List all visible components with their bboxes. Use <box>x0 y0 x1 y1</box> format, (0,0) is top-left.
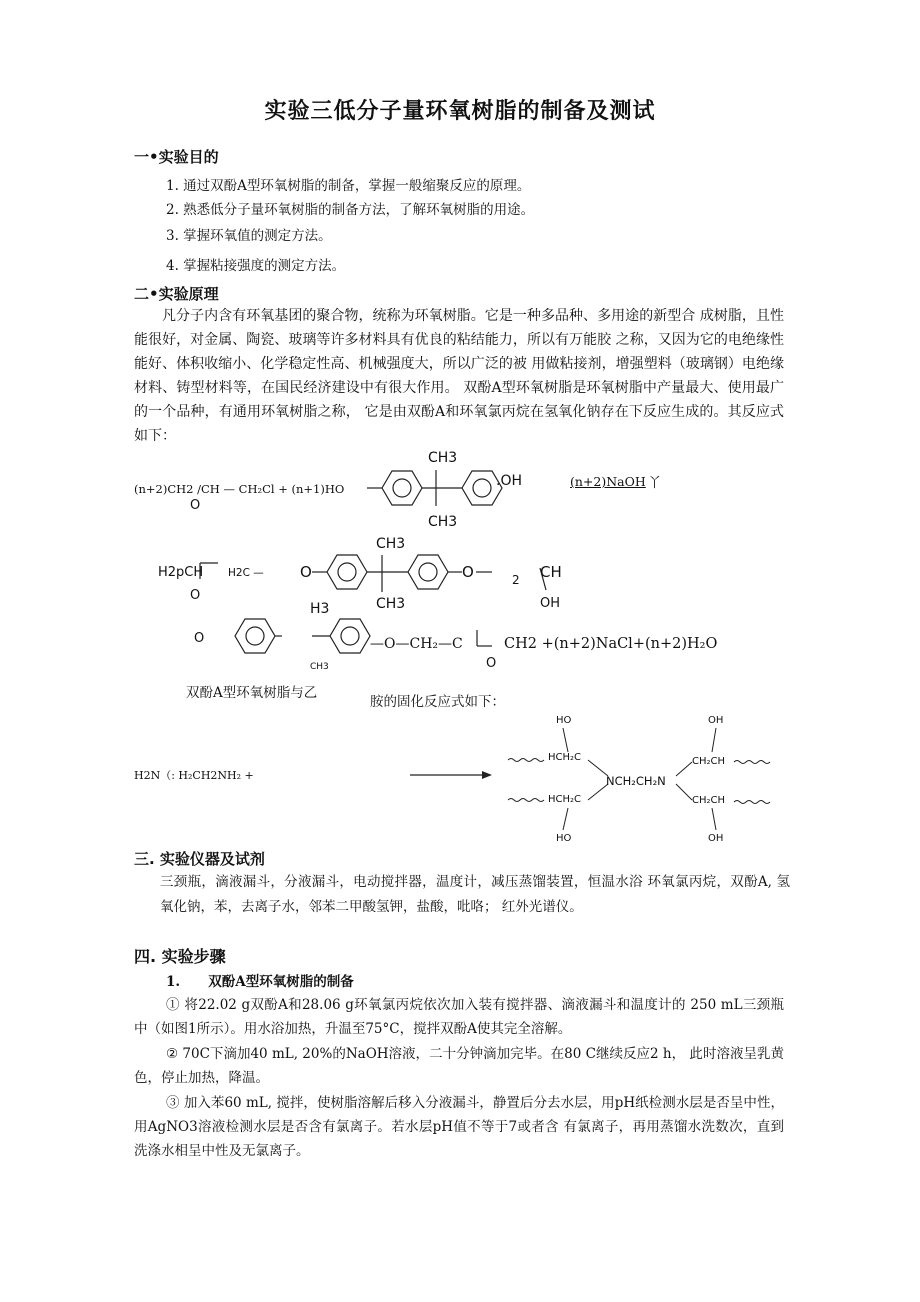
objective-item: 2. 熟悉低分子量环氧树脂的制备方法，了解环氧树脂的用途。 <box>166 202 535 218</box>
principle-paragraph: 凡分子内含有环氧基团的聚合物，统称为环氧树脂。它是一种多品种、多用途的新型合 成树脂，且性能很好，对金属、陶瓷、玻璃等许多材料具有优良的粘结能力，所以有万能胶 之称，又因为它的电绝缘性能好、体积收缩小、化学稳定性高、机械强度大，所以广泛的被 用做粘接剂，增强塑料（玻璃钢）电绝缘材料、铸型材料等，在国民经济建设中有很大作用。 双酚A型环氧树脂是环氧树脂中产量最大、使用最广的一个品种，有通用环氧树脂之称， 它是由双酚A和环氧氯丙烷在氢氧化钠存在下反应生成的。其反应式如下： <box>134 308 784 444</box>
product-methyl-top: CH3 <box>376 536 406 552</box>
row3-h3-label: H3 <box>310 601 330 617</box>
benzene-ring-inner <box>473 479 491 497</box>
product-h2c-label: H2C — <box>228 567 264 579</box>
curing-methylene-group: CH₂CH <box>692 756 726 767</box>
benzene-ring-inner <box>341 627 359 645</box>
curing-intro-right: 胺的固化反应式如下： <box>370 694 505 710</box>
row3-ether-chain: —O—CH₂—C <box>370 636 463 652</box>
curing-methylene-group: HCH₂C <box>548 752 582 763</box>
section-heading-objectives: 一•实验目的 <box>134 148 219 166</box>
procedure-step: ① 将22.02 g双酚A和28.06 g环氧氯丙烷依次加入装有搅拌器、滴液漏斗和温度计的 250 mL三颈瓶中（如图1所示）。用水浴加热，升温至75°C，搅拌双酚A使其完全溶解。 <box>134 997 784 1037</box>
curing-methylene-group: HCH₂C <box>548 794 582 805</box>
page-title: 实验三低分子量环氧树脂的制备及测试 <box>264 99 656 124</box>
curing-hydroxyl: OH <box>708 833 724 844</box>
arrow-mark: 丫 <box>648 476 662 491</box>
polymer-chain-wavy <box>508 799 544 802</box>
section-heading-procedure: 四. 实验步骤 <box>134 947 226 966</box>
naoh-reagent: (n+2)NaOH <box>570 474 646 489</box>
benzene-ring-inner <box>393 479 411 497</box>
product-epoxy-oxygen: O <box>190 588 201 603</box>
procedure-step: ③ 加入苯60 mL, 搅拌，使树脂溶解后移入分液漏斗，静置后分去水层，用pH纸检测水层是否呈中性，用AgNO3溶液检测水层是否含有氯离子。若水层pH值不等于7或者含 有氯离子，再用蒸馏水洗数次，直到洗涤水相呈中性及无氯离子。 <box>134 1095 784 1159</box>
product-methyl-bottom: CH3 <box>376 596 406 612</box>
procedure-subheading: 1. 双酚A型环氧树脂的制备 <box>166 974 354 990</box>
methyl-label-top: CH3 <box>428 450 458 466</box>
reactant-epichlorohydrin: (n+2)CH2 /CH — CH₂Cl + (n+1)HO <box>134 482 345 496</box>
benzene-ring-inner <box>338 563 356 581</box>
ethylenediamine-reactant: H2N（: H₂CH2NH₂ + <box>134 769 254 782</box>
procedure-step: ② 70C下滴加40 mL, 20%的NaOH溶液，二十分钟滴加完毕。在80 C继续反应2 h， 此时溶液呈乳黄色，停止加热，降温。 <box>134 1046 784 1086</box>
ether-oxygen-left: O <box>300 563 312 581</box>
row3-epoxy-oxygen: O <box>486 656 497 671</box>
benzene-ring-inner <box>419 563 437 581</box>
methine-label: CH <box>540 563 562 581</box>
curing-diamine-bridge: NCH₂CH₂N <box>606 774 666 788</box>
row3-oxygen: O <box>194 631 205 646</box>
curing-hydroxyl: OH <box>708 715 724 726</box>
repeat-count-label: 2 <box>512 573 520 587</box>
epoxy-oxygen-label: O <box>190 498 201 513</box>
product-hydroxyl: OH <box>540 596 561 611</box>
section-heading-principle: 二•实验原理 <box>134 285 219 303</box>
benzene-ring <box>327 555 367 589</box>
polymer-chain-wavy <box>734 761 770 764</box>
benzene-ring <box>382 471 422 505</box>
objective-item: 3. 掌握环氧值的测定方法。 <box>166 228 332 244</box>
curing-hydroxyl: HO <box>556 715 572 726</box>
polymer-chain-wavy <box>508 759 544 762</box>
objective-item: 4. 掌握粘接强度的测定方法。 <box>166 258 346 274</box>
row3-byproducts: CH2 +(n+2)NaCl+(n+2)H₂O <box>504 636 718 652</box>
hydroxyl-label: .OH <box>496 473 522 489</box>
methyl-label-bottom: CH3 <box>428 514 458 530</box>
benzene-ring <box>408 555 448 589</box>
benzene-ring <box>330 619 370 653</box>
section-heading-apparatus: 三. 实验仪器及试剂 <box>134 850 265 868</box>
row3-ch3-label: CH3 <box>310 662 329 672</box>
product-start-label: H2pCH <box>158 565 204 580</box>
polymer-chain-wavy <box>734 801 770 804</box>
apparatus-paragraph: 三颈瓶，滴液漏斗，分液漏斗，电动搅拌器，温度计，减压蒸馏装置，恒温水浴 环氧氯丙烷，双酚A, 氢氧化钠，苯，去离子水，邻苯二甲酸氢钾，盐酸，吡咯； 红外光谱仪。 <box>160 874 790 915</box>
arrow-head <box>482 771 492 779</box>
curing-methylene-group: CH₂CH <box>692 795 726 806</box>
objective-item: 1. 通过双酚A型环氧树脂的制备，掌握一般缩聚反应的原理。 <box>166 178 531 194</box>
curing-intro-left: 双酚A型环氧树脂与乙 <box>186 685 318 701</box>
curing-hydroxyl: HO <box>556 833 572 844</box>
benzene-ring-inner <box>246 627 264 645</box>
ether-oxygen-right: O <box>462 563 474 581</box>
benzene-ring <box>235 619 275 653</box>
